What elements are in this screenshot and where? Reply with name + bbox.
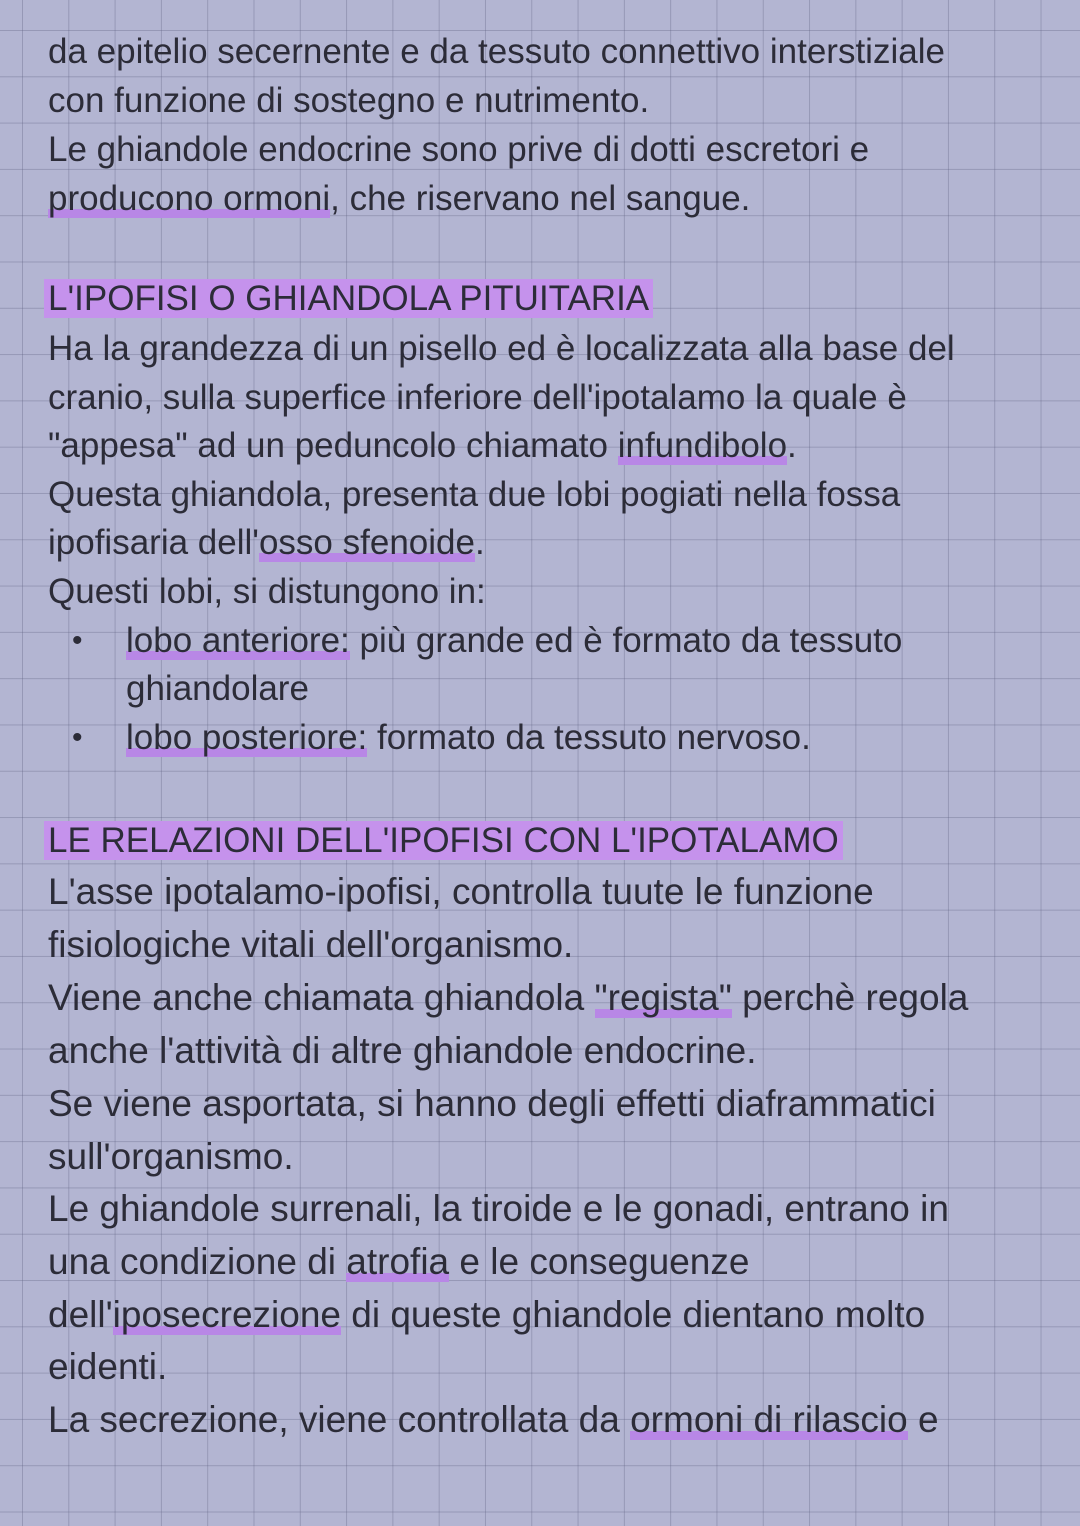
intro-line-3: Le ghiandole endocrine sono prive di dotti escretori e	[48, 130, 870, 169]
ipofisi-line-1: Ha la grandezza di un pisello ed è localizzata alla base del	[48, 329, 955, 368]
bullet-icon: •	[72, 721, 83, 754]
relazioni-line-9-post: di queste ghiandole dientano molto	[340, 1294, 926, 1335]
relazioni-line-9-pre: dell'	[48, 1294, 113, 1335]
section-ipofisi-title	[48, 277, 653, 321]
relazioni-line-2: fisiologiche vitali dell'organismo.	[48, 924, 574, 965]
list-item-lobo-anteriore	[126, 619, 902, 663]
relazioni-line-3-pre: Viene anche chiamata ghiandola	[48, 977, 595, 1018]
relazioni-line-3-post: perchè regola	[731, 977, 969, 1018]
intro-line-1: da epitelio secernente e da tessuto connettivo interstiziale	[48, 32, 945, 71]
section-ipofisi-title-text: L'IPOFISI O GHIANDOLA PITUITARIA	[44, 279, 653, 318]
section-relazioni-title-text: LE RELAZIONI DELL'IPOFISI CON L'IPOTALAMO	[44, 821, 843, 860]
section-relazioni-title	[48, 819, 843, 863]
highlight-producono-ormoni: producono ormoni	[48, 179, 331, 218]
intro-line-4-rest: , che riservano nel sangue.	[330, 179, 751, 218]
lobo-anteriore-text: più grande ed è formato da tessuto	[349, 621, 903, 660]
ipofisi-line-3-pre: "appesa" ad un peduncolo chiamato	[48, 426, 618, 465]
bullet-icon: •	[72, 624, 83, 657]
highlight-osso-sfenoide: osso sfenoide	[258, 523, 475, 562]
intro-line-2: con funzione di sostegno e nutrimento.	[48, 81, 650, 120]
ipofisi-line-4: Questa ghiandola, presenta due lobi pogiati nella fossa	[48, 475, 901, 514]
highlight-atrofia: atrofia	[346, 1241, 450, 1282]
ipofisi-line-6: Questi lobi, si distungono in:	[48, 572, 486, 611]
relazioni-line-6: sull'organismo.	[48, 1136, 294, 1177]
highlight-lobo-anteriore: lobo anteriore:	[126, 621, 350, 660]
relazioni-line-11	[48, 1398, 939, 1442]
ipofisi-line-5-pre: ipofisaria dell'	[48, 523, 259, 562]
highlight-lobo-posteriore: lobo posteriore:	[126, 718, 368, 757]
relazioni-line-11-pre: La secrezione, viene controllata da	[48, 1399, 631, 1440]
relazioni-line-7: Le ghiandole surrenali, la tiroide e le gonadi, entrano in	[48, 1188, 949, 1229]
relazioni-line-8	[48, 1240, 749, 1284]
relazioni-line-3	[48, 976, 968, 1020]
ipofisi-line-5-post: .	[474, 523, 485, 562]
ipofisi-line-2: cranio, sulla superfice inferiore dell'ipotalamo la quale è	[48, 378, 907, 417]
relazioni-line-8-pre: una condizione di	[48, 1241, 347, 1282]
relazioni-line-4: anche l'attività di altre ghiandole endocrine.	[48, 1030, 757, 1071]
relazioni-line-5: Se viene asportata, si hanno degli effetti diaframmatici	[48, 1083, 936, 1124]
ipofisi-line-3	[48, 424, 797, 468]
relazioni-line-9	[48, 1293, 925, 1337]
ipofisi-line-3-post: .	[787, 426, 797, 465]
lobo-posteriore-text: formato da tessuto nervoso.	[367, 718, 811, 757]
highlight-iposecrezione: iposecrezione	[112, 1294, 341, 1335]
highlight-regista: "regista"	[594, 977, 732, 1018]
relazioni-line-10: eidenti.	[48, 1346, 168, 1387]
relazioni-line-1: L'asse ipotalamo-ipofisi, controlla tuute le funzione	[48, 871, 874, 912]
intro-line-4	[48, 177, 750, 221]
list-item-lobo-posteriore	[126, 716, 811, 760]
relazioni-line-11-post: e	[907, 1399, 939, 1440]
highlight-infundibolo: infundibolo	[617, 426, 788, 465]
ipofisi-line-5	[48, 521, 485, 565]
list-item-lobo-anteriore-cont: ghiandolare	[126, 669, 309, 708]
highlight-ormoni-di-rilascio: ormoni di rilascio	[630, 1399, 908, 1440]
relazioni-line-8-post: e le conseguenze	[449, 1241, 750, 1282]
